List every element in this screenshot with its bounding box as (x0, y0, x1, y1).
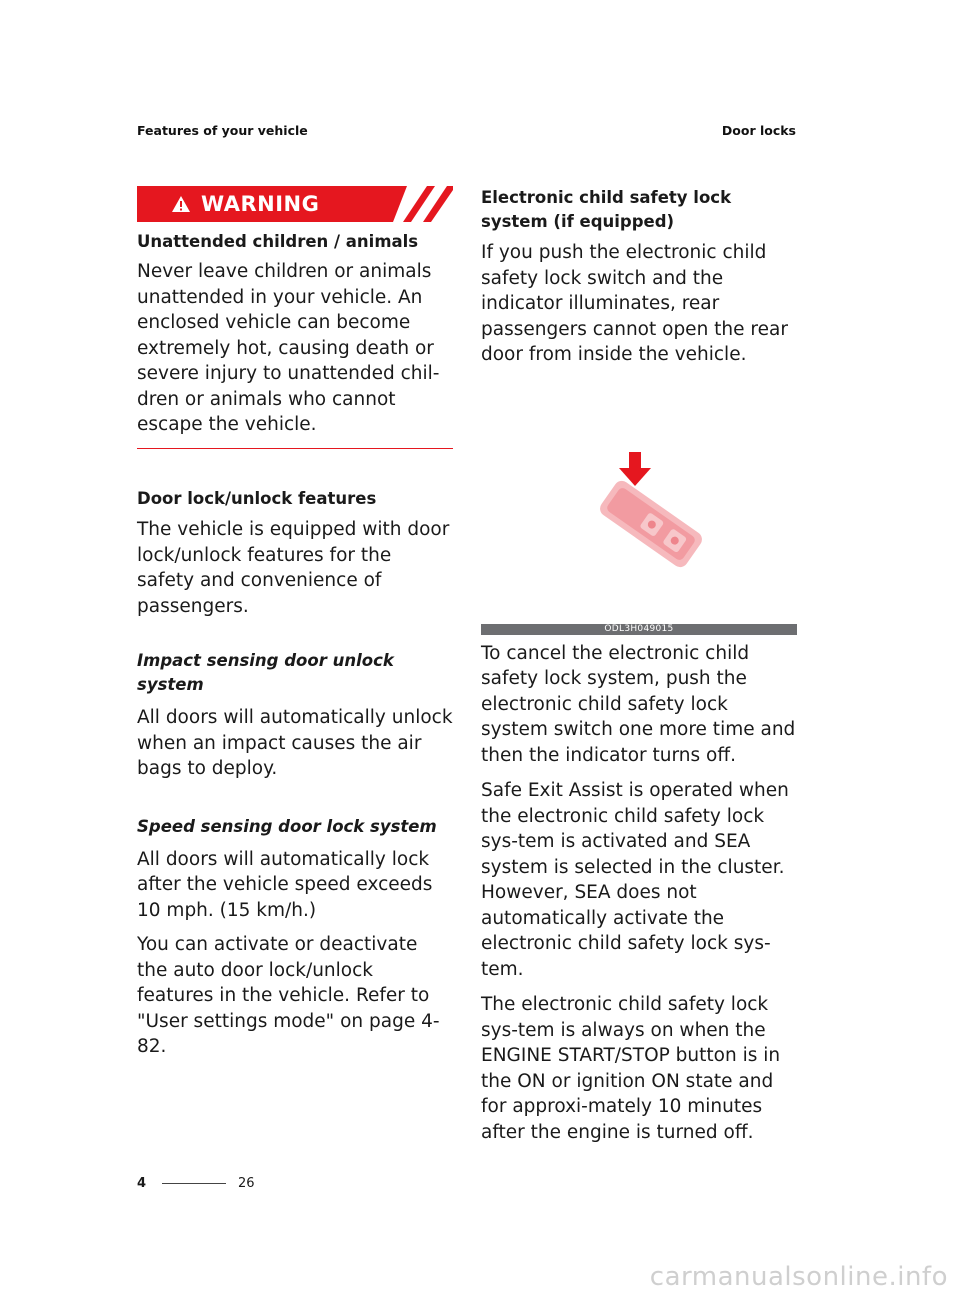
warning-label: WARNING (201, 192, 320, 216)
warning-body: Never leave children or animals unattended in your vehicle. An enclosed vehicle can become extremely hot, causing death or severe injury to unattended chil-dren or animals who cannot escape the vehicle. (137, 261, 440, 435)
impact-sensing-body: All doors will automatically unlock when an impact causes the air bags to deploy. (137, 707, 453, 779)
speed-sensing-settings: You can activate or deactivate the auto door lock/unlock features in the vehicle. Refer to "User settings mode" on page 4-82. (137, 934, 440, 1057)
right-column (481, 186, 797, 1145)
press-arrow-icon (619, 452, 651, 486)
door-lock-features-body: The vehicle is equipped with door lock/unlock features for the safety and convenience of passengers. (137, 519, 450, 617)
child-lock-always-on: The electronic child safety lock sys-tem is always on when the ENGINE START/STOP button is in the ON or ignition ON state and for approxi-mately 10 minutes after the engine is turned off. (481, 994, 781, 1143)
warning-stripes-decoration (393, 186, 453, 222)
child-lock-title: Electronic child safety lock system (if equipped) (481, 188, 732, 231)
impact-sensing-title: Impact sensing door unlock system (137, 651, 394, 694)
warning-banner (137, 186, 453, 222)
speed-sensing-title: Speed sensing door lock system (137, 816, 437, 836)
child-lock-sea: Safe Exit Assist is operated when the electronic child safety lock sys-tem is activated and SEA system is selected in the cluster. However, SEA does not automatically activate the electronic child safety lock sys-tem. (481, 780, 789, 980)
child-lock-intro: If you push the electronic child safety lock switch and the indicator illuminates, rear passengers cannot open the rear door from inside the vehicle. (481, 242, 788, 365)
watermark: carmanualsonline.info (649, 1262, 948, 1292)
warning-divider (137, 448, 453, 450)
footer-chapter: 4 (137, 1176, 147, 1191)
footer-page-number: 26 (238, 1176, 255, 1191)
door-lock-features-title: Door lock/unlock features (137, 489, 377, 508)
header-topic: Door locks (721, 123, 796, 138)
left-column (137, 186, 453, 1060)
warning-triangle-icon (171, 194, 191, 214)
child-lock-switch-illustration (481, 374, 797, 624)
figure-caption: ODL3H049015 (481, 624, 797, 635)
header-section: Features of your vehicle (137, 123, 308, 138)
speed-sensing-body: All doors will automatically lock after the vehicle speed exceeds 10 mph. (15 km/h.) (137, 848, 433, 921)
child-lock-switch-figure (481, 374, 797, 624)
footer-divider (162, 1183, 226, 1184)
child-lock-cancel: To cancel the electronic child safety lock system, push the electronic child safety lock system switch one more time and then the indicator turns off. (481, 642, 796, 766)
warning-title: Unattended children / animals (137, 232, 419, 251)
